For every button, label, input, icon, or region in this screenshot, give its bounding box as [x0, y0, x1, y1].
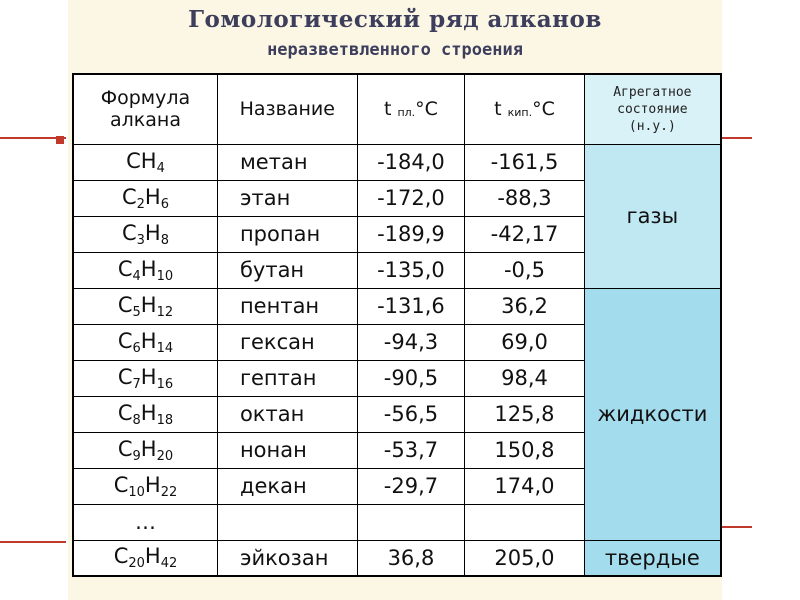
state-liquid-cell: жидкости	[584, 288, 721, 540]
formula-cell: $C_3H_8$	[73, 216, 217, 252]
header-state-line2: состояние	[617, 101, 688, 117]
name-cell: пропан	[217, 216, 357, 252]
formula-cell: $C_8H_{18}$	[73, 396, 217, 432]
decorative-line	[0, 541, 66, 543]
formula-cell: $C_9H_{20}$	[73, 432, 217, 468]
name-cell: бутан	[217, 252, 357, 288]
boiling-point-cell: -0,5	[465, 252, 584, 288]
melting-point-cell: -131,6	[357, 288, 465, 324]
boiling-point-cell: 150,8	[465, 432, 584, 468]
melting-point-cell: -135,0	[357, 252, 465, 288]
header-tm-unit: °C	[415, 98, 438, 121]
melting-point-cell: -90,5	[357, 360, 465, 396]
boiling-point-cell: 36,2	[465, 288, 584, 324]
name-cell: декан	[217, 468, 357, 504]
header-tb-subscript: кип.	[507, 106, 533, 120]
formula-cell: $C_{20}H_{42}$	[73, 540, 217, 576]
melting-point-cell: 36,8	[357, 540, 465, 576]
page-title: Гомологический ряд алканов	[188, 6, 602, 33]
name-cell: октан	[217, 396, 357, 432]
page-subtitle: неразветвленного строения	[267, 40, 523, 60]
header-tm-symbol: t	[383, 98, 392, 121]
empty-cell	[357, 504, 465, 540]
boiling-point-cell: -88,3	[465, 180, 584, 216]
name-cell: гептан	[217, 360, 357, 396]
formula-cell: $C_5H_{12}$	[73, 288, 217, 324]
formula-cell: $C_2H_6$	[73, 180, 217, 216]
boiling-point-cell: 174,0	[465, 468, 584, 504]
melting-point-cell: -53,7	[357, 432, 465, 468]
table-row	[73, 540, 721, 576]
name-cell: нонан	[217, 432, 357, 468]
ellipsis-cell: …	[73, 504, 217, 540]
boiling-point-cell: 125,8	[465, 396, 584, 432]
name-cell: гексан	[217, 324, 357, 360]
boiling-point-cell: -42,17	[465, 216, 584, 252]
header-state	[584, 74, 721, 144]
melting-point-cell: -29,7	[357, 468, 465, 504]
formula-cell: $C_7H_{16}$	[73, 360, 217, 396]
boiling-point-cell: 98,4	[465, 360, 584, 396]
table-row	[73, 288, 721, 324]
melting-point-cell: -189,9	[357, 216, 465, 252]
decorative-line	[0, 137, 66, 139]
name-cell: метан	[217, 144, 357, 180]
empty-cell	[465, 504, 584, 540]
header-state-line3: (н.у.)	[628, 118, 676, 134]
melting-point-cell: -172,0	[357, 180, 465, 216]
header-melting-point	[357, 74, 465, 144]
header-tm-subscript: пл.	[397, 106, 416, 120]
boiling-point-cell: -161,5	[465, 144, 584, 180]
slide	[68, 0, 722, 600]
formula-cell: $CH_4$	[73, 144, 217, 180]
decorative-line	[722, 137, 752, 139]
empty-cell	[217, 504, 357, 540]
state-gas-cell: газы	[584, 144, 721, 288]
formula-cell: $C_6H_{14}$	[73, 324, 217, 360]
name-cell: пентан	[217, 288, 357, 324]
melting-point-cell: -184,0	[357, 144, 465, 180]
decorative-line	[722, 526, 752, 528]
boiling-point-cell: 205,0	[465, 540, 584, 576]
state-solid-cell: твердые	[584, 540, 721, 576]
formula-cell: $C_4H_{10}$	[73, 252, 217, 288]
table-header-row	[73, 74, 721, 144]
header-formula-line2: алкана	[109, 109, 181, 132]
header-name: Название	[217, 74, 357, 144]
formula-cell: $C_{10}H_{22}$	[73, 468, 217, 504]
name-cell: этан	[217, 180, 357, 216]
melting-point-cell: -56,5	[357, 396, 465, 432]
header-boiling-point	[465, 74, 584, 144]
header-formula-line1: Формула	[100, 87, 191, 110]
name-cell: эйкозан	[217, 540, 357, 576]
alkanes-table	[72, 73, 722, 577]
header-tb-unit: °C	[532, 98, 555, 121]
header-formula	[73, 74, 217, 144]
melting-point-cell: -94,3	[357, 324, 465, 360]
table-row	[73, 144, 721, 180]
header-tb-symbol: t	[494, 98, 502, 121]
header-state-line1: Агрегатное	[613, 84, 692, 100]
boiling-point-cell: 69,0	[465, 324, 584, 360]
